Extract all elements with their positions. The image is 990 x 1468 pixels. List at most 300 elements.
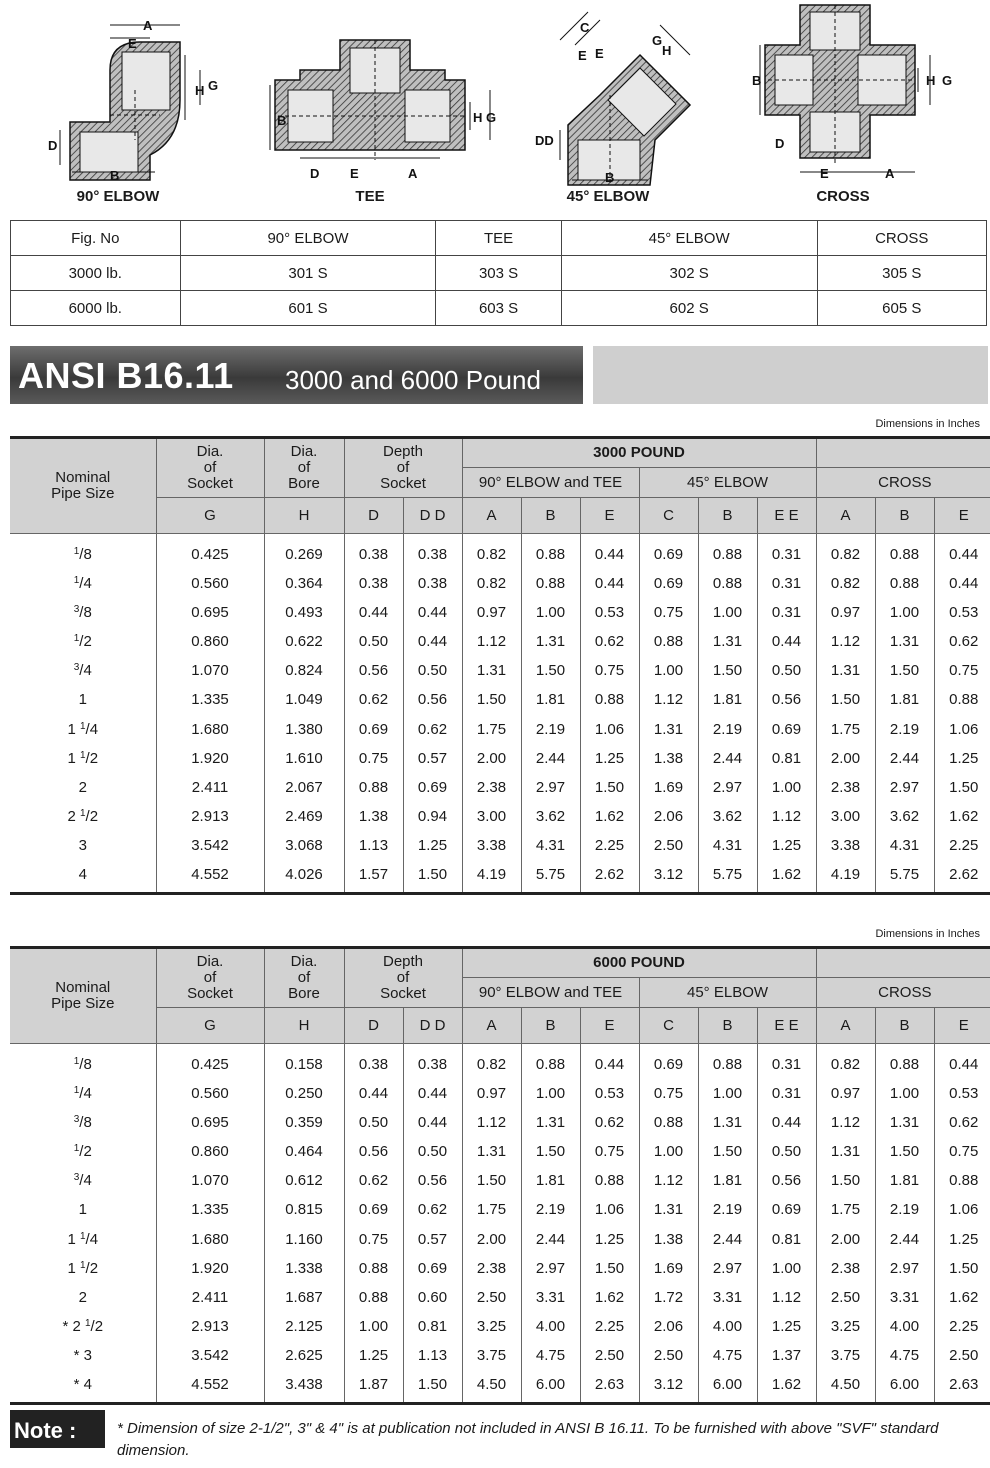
dimension-value: 3.542 [156, 1341, 264, 1370]
dimension-value: 3.542 [156, 831, 264, 860]
dimension-value: 0.60 [403, 1283, 462, 1312]
dimension-value: 3.12 [639, 860, 698, 893]
dimension-value: 1.31 [639, 1195, 698, 1224]
size-numerator: 1 [73, 1055, 80, 1067]
dimension-code-header: B [521, 1008, 580, 1044]
table-row [10, 1341, 990, 1370]
dimension-value: 2.44 [521, 1224, 580, 1253]
dimension-value: 1.13 [344, 831, 403, 860]
size-numerator: 1 [79, 1259, 86, 1271]
dia-socket-header-line: Dia. [196, 443, 224, 460]
elbow45-header: 45° ELBOW [639, 978, 816, 1008]
fig-table-row [11, 256, 987, 291]
dia-bore-header-line: of [297, 969, 311, 986]
dimension-value: 1.338 [264, 1254, 344, 1283]
size-denominator: 2 [83, 632, 92, 650]
dimension-value: 1.12 [462, 1108, 521, 1137]
dimension-value: 0.31 [757, 1044, 816, 1079]
dimension-value: 0.53 [934, 1079, 990, 1108]
dimension-letter-dd: DD [535, 133, 554, 148]
dimension-value: 2.06 [639, 1312, 698, 1341]
figure-label-elbow90: 90° ELBOW [76, 188, 160, 205]
nominal-size-cell: $^3$/4 [73, 662, 92, 680]
dimension-value: 1.50 [875, 1137, 934, 1166]
size-numerator: 1 [73, 632, 80, 644]
dimension-value: 1.50 [403, 1370, 462, 1403]
dimension-value: 0.82 [462, 1044, 521, 1079]
size-denominator: 8 [83, 545, 92, 563]
dimension-code-header: H [264, 1008, 344, 1044]
dimension-value: 0.50 [403, 656, 462, 685]
dimension-value: 0.57 [403, 744, 462, 773]
dimension-value: 1.06 [934, 714, 990, 743]
dia-bore-header-line: Dia. [290, 953, 318, 970]
dimension-value: 0.97 [462, 598, 521, 627]
table-row [10, 1283, 990, 1312]
cross-header: CROSS [816, 468, 990, 498]
dimension-value: 1.31 [462, 656, 521, 685]
dimension-value: 0.622 [264, 627, 344, 656]
fig-table-cell: CROSS [817, 221, 986, 256]
dimension-value: 2.38 [462, 1254, 521, 1283]
size-numerator: 3 [73, 603, 80, 615]
table-row [10, 1312, 990, 1341]
dimension-value: 2.38 [462, 773, 521, 802]
dimension-value: 1.81 [521, 685, 580, 714]
dimension-letter-b: B [110, 168, 120, 183]
dimension-value: 2.067 [264, 773, 344, 802]
dimension-value: 1.00 [344, 1312, 403, 1341]
dimension-value: 6.00 [875, 1370, 934, 1403]
dimension-value: 1.00 [875, 1079, 934, 1108]
dimension-table-6000 [10, 946, 990, 1405]
dimension-value: 0.250 [264, 1079, 344, 1108]
dimension-value: 5.75 [875, 860, 934, 893]
dia-socket-header-line: Socket [187, 985, 233, 1002]
nominal-size-cell [10, 1341, 156, 1370]
fig-table-cell: 45° ELBOW [561, 221, 817, 256]
dimension-letter-b: B [277, 113, 287, 128]
dimension-value: 2.50 [934, 1341, 990, 1370]
dimension-value: 1.06 [580, 1195, 639, 1224]
dimension-value: 1.62 [580, 802, 639, 831]
table-row [10, 744, 990, 773]
table-row [10, 598, 990, 627]
standard-title: ANSI B16.11 [18, 355, 234, 396]
dimension-value: 0.82 [816, 569, 875, 598]
size-denominator: 8 [83, 1113, 92, 1131]
dimension-value: 1.50 [580, 1254, 639, 1283]
dimension-code-header: B [875, 498, 934, 534]
dimension-value: 4.31 [521, 831, 580, 860]
dimension-value: 0.88 [344, 773, 403, 802]
dimension-value: 1.920 [156, 1254, 264, 1283]
dimension-value: 1.31 [875, 627, 934, 656]
dimension-value: 0.88 [875, 569, 934, 598]
dimension-code-header: D D [403, 498, 462, 534]
dia-socket-header [156, 948, 264, 1008]
dimension-value: 0.57 [403, 1224, 462, 1253]
nominal-pipe-size-header [10, 948, 156, 1044]
dimension-code-header: H [264, 498, 344, 534]
nominal-size-cell: $^1$/4 [73, 1084, 92, 1102]
dimension-value: 0.69 [344, 714, 403, 743]
blank-header [816, 438, 990, 468]
size-denominator: 2 [83, 1142, 92, 1160]
dimension-value: 0.75 [580, 1137, 639, 1166]
dimension-value: 0.44 [403, 598, 462, 627]
nominal-size-cell: 1 $^1$/2 [67, 749, 99, 767]
dimension-value: 0.44 [580, 569, 639, 598]
dimension-value: 1.00 [875, 598, 934, 627]
dimension-value: 6.00 [698, 1370, 757, 1403]
dimension-value: 1.335 [156, 685, 264, 714]
dimension-value: 0.425 [156, 1044, 264, 1079]
fig-table-cell: 302 S [561, 256, 817, 291]
dimension-value: 1.62 [934, 1283, 990, 1312]
dimension-value: 0.97 [816, 1079, 875, 1108]
title-band [10, 346, 988, 404]
size-whole: 2 [72, 1318, 81, 1336]
dimension-value: 2.97 [875, 1254, 934, 1283]
dimension-value: 0.560 [156, 1079, 264, 1108]
dia-socket-header-line: Socket [187, 475, 233, 492]
dimension-value: 1.00 [521, 1079, 580, 1108]
dimension-value: 4.00 [875, 1312, 934, 1341]
nominal-size-cell: $^3$/4 [73, 1172, 92, 1190]
dia-socket-header-line: Dia. [196, 953, 224, 970]
size-numerator: 1 [79, 808, 86, 820]
dimension-value: 1.160 [264, 1224, 344, 1253]
figure-label-elbow45: 45° ELBOW [566, 188, 650, 205]
dimension-value: 0.38 [344, 569, 403, 598]
dimension-value: 1.070 [156, 1166, 264, 1195]
dimension-value: 0.82 [816, 534, 875, 569]
depth-socket-header-line: Socket [380, 475, 426, 492]
dimension-value: 1.380 [264, 714, 344, 743]
dimension-letter-e: E [128, 36, 137, 51]
dimension-value: 0.88 [521, 1044, 580, 1079]
dimension-code-header: C [639, 1008, 698, 1044]
dimension-value: 2.125 [264, 1312, 344, 1341]
dimension-value: 0.88 [698, 569, 757, 598]
dimension-value: 1.31 [639, 714, 698, 743]
nominal-size-cell [10, 1283, 156, 1312]
dimension-value: 4.026 [264, 860, 344, 893]
dimension-value: 1.680 [156, 714, 264, 743]
dimension-value: 1.680 [156, 1224, 264, 1253]
dimension-value: 0.493 [264, 598, 344, 627]
dimension-value: 0.69 [403, 1254, 462, 1283]
size-numerator: 1 [73, 545, 80, 557]
dimension-value: 0.44 [403, 627, 462, 656]
dimension-value: 0.88 [344, 1254, 403, 1283]
dimension-value: 2.06 [639, 802, 698, 831]
dimension-value: 0.50 [344, 1108, 403, 1137]
dimension-value: 0.44 [757, 1108, 816, 1137]
fig-table-cell: 3000 lb. [11, 256, 181, 291]
dimension-value: 1.12 [757, 802, 816, 831]
dimension-value: 3.12 [639, 1370, 698, 1403]
dimension-code-header: A [462, 498, 521, 534]
dimension-value: 0.50 [403, 1137, 462, 1166]
size-numerator: 1 [73, 1084, 80, 1096]
dimension-value: 3.62 [521, 802, 580, 831]
dimension-value: 1.50 [521, 656, 580, 685]
dia-socket-header-line: of [203, 969, 217, 986]
dimension-value: 1.00 [757, 1254, 816, 1283]
dimension-code-header: B [698, 498, 757, 534]
size-denominator: 2 [94, 1318, 104, 1336]
dimension-value: 1.81 [875, 685, 934, 714]
dimension-value: 0.860 [156, 627, 264, 656]
nominal-header-line: Pipe Size [51, 995, 115, 1012]
table-row [10, 714, 990, 743]
dimension-value: 1.920 [156, 744, 264, 773]
dimension-value: 1.38 [639, 1224, 698, 1253]
dimension-value: 0.359 [264, 1108, 344, 1137]
dimension-value: 4.75 [698, 1341, 757, 1370]
fig-table-cell: 90° ELBOW [180, 221, 436, 256]
dimension-code-header: B [875, 1008, 934, 1044]
dimension-value: 0.69 [344, 1195, 403, 1224]
dimension-value: 2.19 [875, 1195, 934, 1224]
dimension-value: 1.69 [639, 1254, 698, 1283]
fig-table-header-row [11, 221, 987, 256]
dimensions-note-3000: Dimensions in Inches [875, 418, 980, 430]
dimension-value: 2.97 [521, 773, 580, 802]
dimension-value: 0.38 [344, 1044, 403, 1079]
fig-table-cell: 601 S [180, 291, 436, 326]
nominal-header-line: Pipe Size [51, 485, 115, 502]
dimension-value: 0.38 [403, 1044, 462, 1079]
dimension-table-3000 [10, 436, 990, 895]
dimension-value: 0.31 [757, 569, 816, 598]
depth-socket-header-line: Depth [382, 953, 424, 970]
dimension-value: 1.62 [757, 860, 816, 893]
dimension-value: 1.31 [521, 627, 580, 656]
dimension-value: 0.88 [639, 1108, 698, 1137]
dimension-value: 2.62 [934, 860, 990, 893]
dimension-value: 0.38 [403, 534, 462, 569]
dimension-value: 2.469 [264, 802, 344, 831]
dimension-value: 3.75 [462, 1341, 521, 1370]
dimension-value: 3.62 [875, 802, 934, 831]
dimension-value: 0.97 [462, 1079, 521, 1108]
dimension-value: 0.88 [521, 534, 580, 569]
dimension-value: 4.75 [521, 1341, 580, 1370]
dimension-value: 1.049 [264, 685, 344, 714]
dimension-value: 1.06 [580, 714, 639, 743]
dimension-value: 1.81 [698, 685, 757, 714]
dimension-value: 3.25 [816, 1312, 875, 1341]
dimension-value: 0.31 [757, 534, 816, 569]
nominal-size-cell: 1 $^1$/4 [67, 1230, 99, 1248]
dimension-value: 0.88 [934, 1166, 990, 1195]
dimension-letter-g: G [652, 33, 663, 48]
depth-socket-header [344, 438, 462, 498]
table-row [10, 685, 990, 714]
nominal-size-cell [10, 1195, 156, 1224]
size-denominator: 4 [83, 1172, 92, 1190]
dimension-value: 1.25 [344, 1341, 403, 1370]
dimension-value: 0.88 [875, 1044, 934, 1079]
dimension-value: 0.81 [403, 1312, 462, 1341]
size-whole: 1 [67, 720, 76, 738]
dimension-value: 1.00 [639, 656, 698, 685]
dimension-value: 3.75 [816, 1341, 875, 1370]
dia-socket-header-line: of [203, 459, 217, 476]
dimension-value: 0.860 [156, 1137, 264, 1166]
dimension-value: 2.00 [462, 1224, 521, 1253]
dimension-value: 2.50 [462, 1283, 521, 1312]
dimension-value: 1.50 [580, 773, 639, 802]
dimension-value: 2.44 [698, 1224, 757, 1253]
dimension-letter-h: H [473, 110, 483, 125]
dimension-value: 0.97 [816, 598, 875, 627]
dimension-value: 2.44 [875, 744, 934, 773]
dimension-value: 3.25 [462, 1312, 521, 1341]
dimension-value: 1.00 [639, 1137, 698, 1166]
size-numerator: 1 [79, 720, 86, 732]
dimension-code-header: E E [757, 498, 816, 534]
fig-table-cell: 305 S [817, 256, 986, 291]
dimension-code-header: G [156, 1008, 264, 1044]
dimension-value: 0.44 [934, 534, 990, 569]
dimension-value: 0.38 [344, 534, 403, 569]
table-row [10, 1108, 990, 1137]
dimension-value: 0.62 [344, 685, 403, 714]
dimension-value: 0.69 [639, 534, 698, 569]
dimension-value: 1.335 [156, 1195, 264, 1224]
dimension-value: 4.552 [156, 860, 264, 893]
dimension-value: 0.88 [521, 569, 580, 598]
size-numerator: 1 [79, 749, 86, 761]
dimension-value: 0.69 [757, 714, 816, 743]
nominal-pipe-size-header [10, 438, 156, 534]
dimension-value: 1.25 [934, 744, 990, 773]
dimension-value: 3.62 [698, 802, 757, 831]
dimension-value: 4.19 [462, 860, 521, 893]
size-numerator: 1 [73, 1142, 80, 1154]
dimension-value: 1.50 [462, 685, 521, 714]
size-whole: 1 [67, 1259, 76, 1277]
dimension-value: 0.56 [403, 1166, 462, 1195]
tee-drawing [270, 40, 490, 160]
size-star: * [62, 1318, 73, 1336]
dimension-value: 0.88 [639, 627, 698, 656]
dimension-value: 1.62 [757, 1370, 816, 1403]
dimension-value: 2.38 [816, 773, 875, 802]
dimension-value: 0.56 [344, 1137, 403, 1166]
dimension-value: 0.44 [403, 1108, 462, 1137]
dimension-value: 0.50 [757, 656, 816, 685]
size-whole: 1 [67, 749, 76, 767]
nominal-size-cell: $^1$/2 [73, 632, 92, 650]
dimension-value: 3.31 [875, 1283, 934, 1312]
dimension-letter-b: B [605, 170, 615, 185]
elbow45-header: 45° ELBOW [639, 468, 816, 498]
dimension-value: 4.50 [462, 1370, 521, 1403]
dimension-value: 0.53 [580, 1079, 639, 1108]
dimension-value: 3.38 [816, 831, 875, 860]
dimension-letter-a: A [143, 18, 153, 33]
dimension-value: 2.50 [816, 1283, 875, 1312]
depth-socket-header-line: of [396, 969, 410, 986]
dimension-value: 2.44 [521, 744, 580, 773]
fig-table-cell: 303 S [436, 256, 561, 291]
dimension-value: 0.44 [344, 598, 403, 627]
elbow-tee-header: 90° ELBOW and TEE [462, 468, 639, 498]
pound-group-header: 6000 POUND [462, 948, 816, 978]
dimension-value: 1.31 [521, 1108, 580, 1137]
table-row [10, 1137, 990, 1166]
dimension-value: 1.25 [580, 1224, 639, 1253]
dimension-letter-g: G [486, 110, 497, 125]
table-row [10, 534, 990, 569]
dimension-value: 0.88 [698, 1044, 757, 1079]
fig-table-row [11, 291, 987, 326]
dimension-value: 1.687 [264, 1283, 344, 1312]
table-row [10, 773, 990, 802]
table-row [10, 569, 990, 598]
dimension-value: 1.12 [462, 627, 521, 656]
dimension-value: 1.50 [816, 685, 875, 714]
dimension-value: 1.31 [875, 1108, 934, 1137]
dimension-code-header: B [698, 1008, 757, 1044]
dimension-value: 2.19 [875, 714, 934, 743]
dimension-value: 2.19 [698, 1195, 757, 1224]
dimension-value: 1.50 [875, 656, 934, 685]
dimension-value: 1.81 [521, 1166, 580, 1195]
dimension-letter-h: H [195, 83, 205, 98]
dimension-value: 1.81 [875, 1166, 934, 1195]
fig-table-cell: 605 S [817, 291, 986, 326]
dimension-value: 1.31 [816, 656, 875, 685]
nominal-size-cell: $^1$/8 [73, 545, 92, 563]
dimension-letter-g: G [942, 73, 953, 88]
dimension-value: 0.695 [156, 1108, 264, 1137]
dimension-letter-a: A [885, 166, 895, 181]
size-whole: 3 [78, 837, 87, 855]
table-row [10, 1224, 990, 1253]
size-denominator: 2 [89, 808, 99, 826]
dimension-value: 2.625 [264, 1341, 344, 1370]
elbow-tee-header: 90° ELBOW and TEE [462, 978, 639, 1008]
dimension-value: 1.31 [816, 1137, 875, 1166]
dimension-value: 1.31 [698, 1108, 757, 1137]
size-numerator: 3 [73, 662, 80, 674]
size-star: * [73, 1375, 84, 1393]
size-denominator: 4 [89, 1230, 99, 1248]
dimension-value: 0.560 [156, 569, 264, 598]
note-text: * Dimension of size 2-1/2", 3" & 4" is at publication not included in ANSI B 16.11. To be furnished with above "SVF" standard dimension. [117, 1420, 939, 1459]
size-numerator: 3 [73, 1113, 80, 1125]
depth-socket-header-line: of [396, 459, 410, 476]
nominal-size-cell: $^1$/2 [73, 1142, 92, 1160]
dimension-code-header: E [580, 1008, 639, 1044]
dimension-value: 1.75 [462, 714, 521, 743]
figure-label-tee: TEE [355, 188, 385, 205]
fig-table-cell: 602 S [561, 291, 817, 326]
dimension-value: 0.69 [757, 1195, 816, 1224]
dimension-value: 0.44 [580, 1044, 639, 1079]
dimension-value: 0.75 [344, 1224, 403, 1253]
dimension-value: 1.25 [403, 831, 462, 860]
fig-table-cell: Fig. No [11, 221, 181, 256]
dimension-value: 2.97 [875, 773, 934, 802]
size-numerator: 1 [73, 574, 80, 586]
